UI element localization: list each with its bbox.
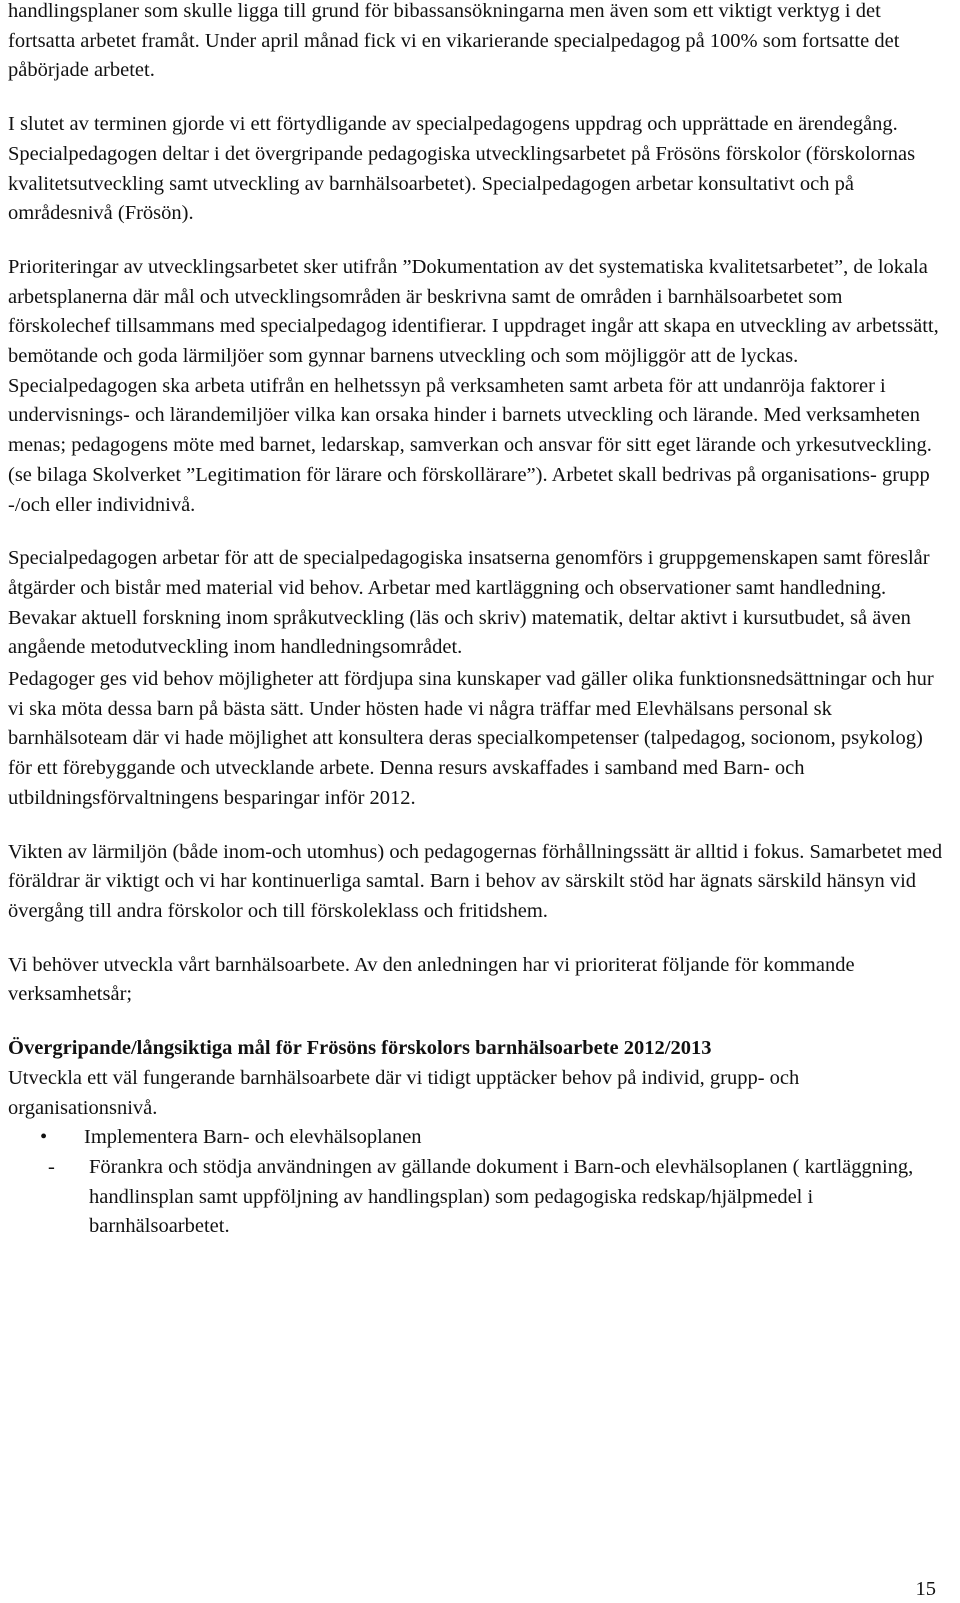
document-page <box>8 0 948 1242</box>
page-number: 15 <box>915 1578 936 1600</box>
paragraph-specialpedagog-arbetar: Specialpedagogen arbetar för att de specialpedagogiska insatserna genomförs i gruppgemenskapen samt föreslår åtgärder och bistår med material vid behov. Arbetar med kartläggning och observationer samt handledning. Bevakar aktuell forskning inom språkutveckling (läs och skriv) matematik, deltar aktivt i kursutbudet, så även angående metodutveckling inom handledningsområdet. <box>8 547 930 659</box>
dash-icon: - <box>48 1155 55 1178</box>
paragraph-barnhalsoarbete: Vi behöver utveckla vårt barnhälsoarbete. Av den anledningen har vi prioriterat följande för kommande verksamhetsår; <box>8 953 855 1006</box>
paragraph-specialpedagog-uppdrag: I slutet av terminen gjorde vi ett förtydligande av specialpedagogens uppdrag och upprättade en ärendegång. Specialpedagogen deltar i det övergripande pedagogiska utvecklingsarbetet på Frösöns förskolor (förskolornas kvalitetsutveckling samt utveckling av barnhälsoarbetet). Specialpedagogen arbetar konsultativt och på områdesnivå (Frösön). <box>8 113 916 225</box>
paragraph-larmiljon: Vikten av lärmiljön (både inom-och utomhus) och pedagogernas förhållningssätt är alltid i fokus. Samarbetet med föräldrar är viktigt och vi har kontinuerliga samtal. Barn i behov av särskilt stöd har ägnats särskild hänsyn vid övergång till andra förskolor och till förskoleklass och fritidshem. <box>8 840 943 922</box>
bullet-icon: • <box>40 1126 48 1149</box>
section-heading: Övergripande/långsiktiga mål för Frösöns förskolors barnhälsoarbete 2012/2013 <box>8 1037 712 1060</box>
list-item <box>8 1123 948 1153</box>
dash-list <box>8 1153 948 1242</box>
paragraph-prioriteringar: Prioriteringar av utvecklingsarbetet sker utifrån ”Dokumentation av det systematiska kvalitetsarbetet”, de lokala arbetsplanerna där mål och utvecklingsområden är beskrivna samt de områden i barnhälsoarbetet som förskolechef tillsammans med specialpedagog identifierar. I uppdraget ingår att skapa en utveckling av arbetssätt, bemötande och goda lärmiljöer som gynnar barnens utveckling och som möjliggör att de lyckas. Specialpedagogen ska arbeta utifrån en helhetssyn på verksamheten samt arbeta för att undanröja faktorer i undervisnings- och lärandemiljöer vilka kan orsaka hinder i barnets utveckling och lärande. Med verksamheten menas; pedagogens möte med barnet, ledarskap, samverkan och ansvar för sitt eget lärande och yrkesutveckling. (se bilaga Skolverket ”Legitimation för lärare och förskollärare”). Arbetet skall bedrivas på organisations- grupp -/och eller individnivå. <box>8 255 939 516</box>
paragraph-pedagoger: Pedagoger ges vid behov möjligheter att fördjupa sina kunskaper vad gäller olika funktionsnedsättningar och hur vi ska möta dessa barn på bästa sätt. Under hösten hade vi några träffar med Elevhälsans personal sk barnhälsoteam där vi hade möjlighet att konsultera deras specialkompetenser (talpedagog, socionom, psykolog) för ett förebyggande och utvecklande arbete. Denna resurs avskaffades i samband med Barn- och utbildningsförvaltningens besparingar inför 2012. <box>8 668 934 809</box>
highlighted-block <box>8 544 948 663</box>
bullet-list <box>8 1123 948 1153</box>
section-intro: Utveckla ett väl fungerande barnhälsoarbete där vi tidigt upptäcker behov på individ, grupp- och organisationsnivå. <box>8 1066 800 1119</box>
paragraph-intro: handlingsplaner som skulle ligga till grund för bibassansökningarna men även som ett viktigt verktyg i det fortsatta arbetet framåt. Under april månad fick vi en vikarierande specialpedagog på 100% som fortsatte det påbörjade arbetet. <box>8 0 900 82</box>
list-item-text: Förankra och stödja användningen av gällande dokument i Barn-och elevhälsoplanen ( kartläggning, handlinsplan samt uppföljning av handlingsplan) som pedagogiska redskap/hjälpmedel i barnhälsoarbetet. <box>89 1155 914 1238</box>
list-item-text: Implementera Barn- och elevhälsoplanen <box>84 1126 422 1149</box>
list-item <box>8 1153 948 1242</box>
